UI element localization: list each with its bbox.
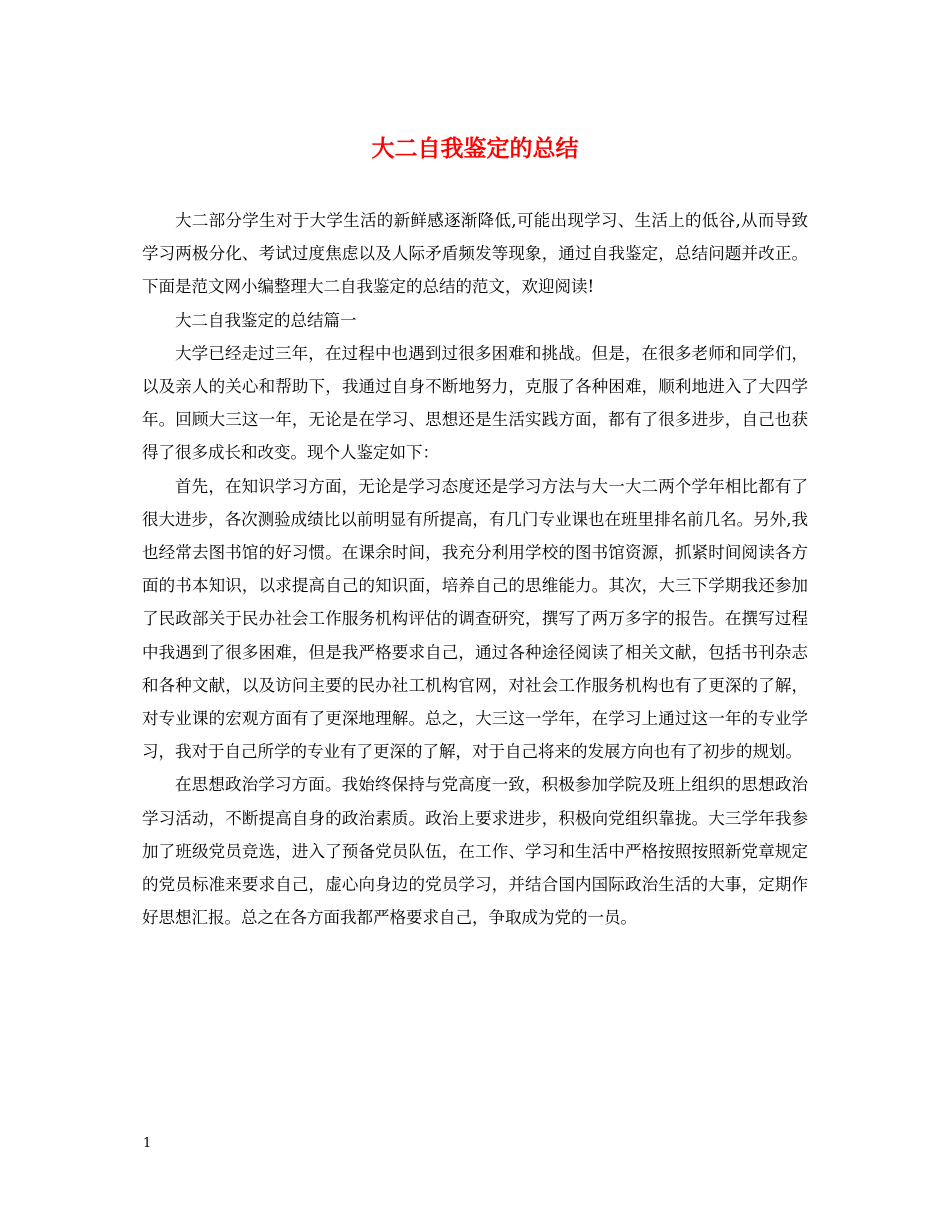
body-paragraph: 在思想政治学习方面。我始终保持与党高度一致，积极参加学院及班上组织的思想政治学习活动，不断提高自身的政治素质。政治上要求进步，积极向党组织靠拢。大三学年我参加了班级党员竞选，进入了预备党员队伍，在工作、学习和生活中严格按照按照新党章规定的党员标准来要求自己，虚心向身边的党员学习，并结合国内国际政治生活的大事，定期作好思想汇报。总之在各方面我都严格要求自己，争取成为党的一员。 [142,775,808,928]
document-title: 大二自我鉴定的总结 [371,135,579,162]
page-number: 1 [143,1136,152,1151]
section-heading: 大二自我鉴定的总结篇一 [175,310,357,330]
body-paragraph: 大学已经走过三年，在过程中也遇到过很多困难和挑战。但是，在很多老师和同学们，以及亲人的关心和帮助下，我通过自身不断地努力，克服了各种困难，顺利地进入了大四学年。回顾大三这一年，无论是在学习、思想还是生活实践方面，都有了很多进步，自己也获得了很多成长和改变。现个人鉴定如下： [142,343,808,463]
body-paragraph: 首先，在知识学习方面，无论是学习态度还是学习方法与大一大二两个学年相比都有了很大进步，各次测验成绩比以前明显有所提高，有几门专业课也在班里排名前几名。另外,我也经常去图书馆的好习惯。在课余时间，我充分利用学校的图书馆资源，抓紧时间阅读各方面的书本知识，以求提高自己的知识面，培养自己的思维能力。其次，大三下学期我还参加了民政部关于民办社会工作服务机构评估的调查研究，撰写了两万多字的报告。在撰写过程中我遇到了很多困难，但是我严格要求自己，通过各种途径阅读了相关文献，包括书刊杂志和各种文献，以及访问主要的民办社工机构官网，对社会工作服务机构也有了更深的了解，对专业课的宏观方面有了更深地理解。总之，大三这一学年，在学习上通过这一年的专业学习，我对于自己所学的专业有了更深的了解，对于自己将来的发展方向也有了初步的规划。 [142,476,808,762]
intro-paragraph: 大二部分学生对于大学生活的新鲜感逐渐降低,可能出现学习、生活上的低谷,从而导致学习两极分化、考试过度焦虑以及人际矛盾频发等现象，通过自我鉴定，总结问题并改正。下面是范文网小编整理大二自我鉴定的总结的范文，欢迎阅读! [142,211,808,297]
document-body [142,204,808,934]
